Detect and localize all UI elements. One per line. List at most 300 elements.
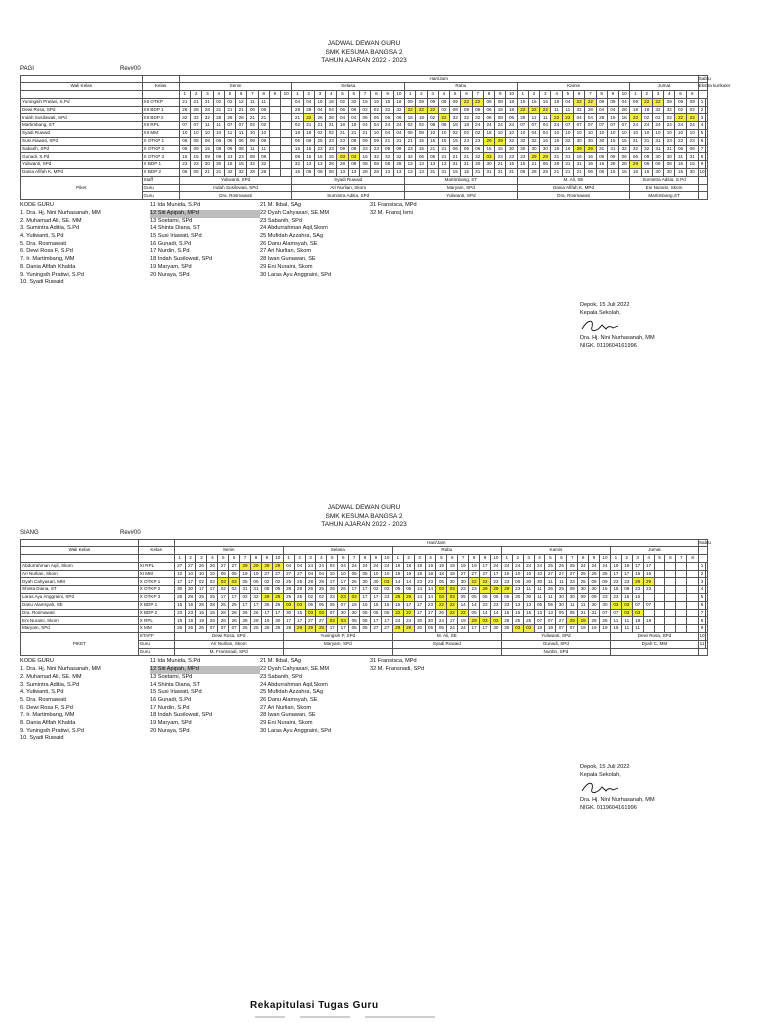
- period-cell: 15: [641, 169, 652, 177]
- period-cell: 11: [523, 586, 534, 594]
- period-cell: 02: [664, 114, 675, 122]
- period-cell: 28: [247, 169, 258, 177]
- period-cell: 23: [517, 153, 528, 161]
- period-cell: 05: [425, 625, 436, 633]
- period-cell: 17: [370, 594, 381, 602]
- period-cell: 28: [303, 106, 314, 114]
- period-cell: 02: [381, 586, 392, 594]
- teacher-code-item: 6. Dewi Rosa F, S.Pd: [20, 248, 73, 255]
- period-cell: 17: [370, 617, 381, 625]
- period-cell: 15: [686, 161, 698, 169]
- teacher-code-list: [20, 202, 708, 287]
- period-number: 3: [414, 555, 425, 563]
- period-cell: 29: [294, 625, 305, 633]
- period-cell: 05: [316, 601, 327, 609]
- period-cell: 04: [337, 114, 348, 122]
- period-cell: 24: [393, 122, 404, 130]
- period-cell: 29: [643, 578, 654, 586]
- period-cell: 17: [643, 562, 654, 570]
- period-cell: 28: [540, 169, 551, 177]
- period-cell: 18: [447, 570, 458, 578]
- period-cell: 09: [393, 145, 404, 153]
- period-cell: 30: [458, 578, 469, 586]
- period-cell: 32: [202, 114, 213, 122]
- period-cell: 17: [480, 625, 491, 633]
- period-cell: 05: [403, 586, 414, 594]
- period-cell: 15: [506, 161, 517, 169]
- period-cell: 19: [403, 570, 414, 578]
- header-cell: [142, 91, 179, 99]
- teacher-code-item: 19 Maryam, SPd: [150, 720, 192, 727]
- teacher-code-item: 22 Dyah Cahyasari, SE.MM: [260, 666, 330, 673]
- period-cell: 30: [652, 169, 663, 177]
- period-cell: 25: [196, 594, 207, 602]
- period-cell: 25: [251, 625, 262, 633]
- period-cell: 11: [236, 130, 247, 138]
- period-cell: 23: [621, 578, 632, 586]
- period-cell: [676, 570, 687, 578]
- period-cell: 15: [523, 609, 534, 617]
- teacher-code-item: 5. Dra. Rosmawati: [20, 696, 67, 703]
- period-cell: 30: [272, 617, 283, 625]
- period-cell: 32: [236, 169, 247, 177]
- period-cell: 30: [472, 161, 483, 169]
- period-cell: 27: [381, 625, 392, 633]
- day-header: Senin: [179, 83, 292, 91]
- period-cell: 02: [472, 130, 483, 138]
- schedule-table: [20, 75, 731, 201]
- period-cell: 32: [619, 145, 630, 153]
- period-cell: [676, 594, 687, 602]
- period-cell: 23: [675, 137, 686, 145]
- period-cell: 17: [229, 594, 240, 602]
- period-cell: 15: [224, 161, 235, 169]
- period-cell: 09: [438, 98, 449, 106]
- footer-bar: [300, 1016, 350, 1018]
- day-header: Kamis: [501, 547, 610, 555]
- period-cell: 09: [190, 145, 201, 153]
- period-cell: 29: [585, 145, 596, 153]
- period-cell: 22: [458, 609, 469, 617]
- period-cell: 24: [436, 617, 447, 625]
- period-cell: 02: [675, 106, 686, 114]
- period-cell: 14: [414, 586, 425, 594]
- period-cell: 07: [545, 617, 556, 625]
- period-cell: 08: [326, 169, 337, 177]
- period-cell: [665, 594, 676, 602]
- teacher-code-item: 6. Dewi Rosa F, S.Pd: [20, 704, 73, 711]
- period-cell: 22: [517, 106, 528, 114]
- period-cell: 11: [247, 98, 258, 106]
- period-number: 3: [314, 91, 325, 99]
- period-cell: 15: [600, 586, 611, 594]
- period-cell: 28: [283, 586, 294, 594]
- period-number: 8: [483, 91, 494, 99]
- period-cell: 23: [425, 578, 436, 586]
- period-cell: 04: [596, 106, 607, 114]
- period-cell: 13: [512, 601, 523, 609]
- period-cell: 15: [675, 169, 686, 177]
- sheet-title: [20, 504, 708, 530]
- ekstra-no: 3: [698, 114, 705, 122]
- period-cell: 02: [240, 594, 251, 602]
- period-number: 10: [393, 91, 404, 99]
- period-cell: 17: [414, 601, 425, 609]
- period-cell: 16: [643, 570, 654, 578]
- period-cell: 25: [501, 617, 512, 625]
- period-cell: 21: [326, 122, 337, 130]
- period-number: 3: [202, 91, 213, 99]
- ekstra-no: 9: [698, 161, 705, 169]
- period-cell: 06: [303, 137, 314, 145]
- kelas-cell: XII MM: [142, 130, 179, 138]
- period-cell: 11: [528, 114, 539, 122]
- period-cell: 19: [600, 625, 611, 633]
- period-cell: 18: [292, 130, 303, 138]
- wali-kelas-cell: Yuningsih Pratiwi, S.Pd: [21, 98, 143, 106]
- period-cell: 24: [381, 562, 392, 570]
- teacher-code-item: 17 Nurdin, S.Pd: [150, 704, 190, 711]
- period-cell: 05: [349, 617, 360, 625]
- period-cell: 05: [436, 578, 447, 586]
- kelas-cell: X BDP 1: [142, 161, 179, 169]
- header-cell: [21, 555, 139, 563]
- period-cell: 28: [224, 114, 235, 122]
- period-number: 6: [686, 91, 698, 99]
- period-cell: 03: [283, 601, 294, 609]
- period-cell: 03: [621, 601, 632, 609]
- period-cell: 14: [490, 609, 501, 617]
- period-cell: 06: [371, 114, 382, 122]
- period-cell: 31: [427, 169, 438, 177]
- period-cell: 03: [621, 609, 632, 617]
- period-cell: 15: [179, 153, 190, 161]
- period-cell: 16: [610, 562, 621, 570]
- period-cell: 21: [213, 169, 224, 177]
- period-cell: 07: [562, 122, 573, 130]
- period-cell: 05: [360, 570, 371, 578]
- period-cell: 15: [392, 601, 403, 609]
- period-cell: 18: [403, 562, 414, 570]
- teacher-code-item: 26 Danu Alamsyah, SE: [260, 240, 318, 247]
- period-cell: 06: [393, 114, 404, 122]
- sign-name: Dra. Hj. Nini Nurhasanah, MM: [580, 797, 655, 804]
- period-cell: 09: [596, 98, 607, 106]
- wali-kelas-cell: Sabarih, SPd: [21, 145, 143, 153]
- period-number: 8: [687, 555, 699, 563]
- period-number: 7: [240, 555, 251, 563]
- ekstra-name: [706, 617, 708, 625]
- period-cell: 25: [327, 601, 338, 609]
- wali-kelas-cell: Yuliwanti, SPd: [21, 161, 143, 169]
- period-number: 4: [643, 555, 654, 563]
- period-cell: 31: [461, 161, 472, 169]
- period-cell: 10: [686, 130, 698, 138]
- period-cell: 14: [425, 586, 436, 594]
- piket-name: Dra. Rosmawati: [517, 192, 630, 200]
- period-cell: 09: [348, 145, 359, 153]
- period-cell: 19: [545, 625, 556, 633]
- period-cell: 32: [247, 161, 258, 169]
- period-cell: 30: [540, 145, 551, 153]
- period-cell: 29: [403, 625, 414, 633]
- period-cell: 31: [506, 169, 517, 177]
- teacher-code-item: 11 Ida Munida, S.Pd: [150, 658, 201, 665]
- period-cell: 22: [461, 98, 472, 106]
- period-cell: 10: [202, 130, 213, 138]
- period-cell: 04: [382, 130, 393, 138]
- period-cell: 28: [196, 601, 207, 609]
- period-cell: 17: [425, 609, 436, 617]
- period-cell: 32: [641, 145, 652, 153]
- period-cell: 29: [392, 594, 403, 602]
- period-cell: 30: [664, 169, 675, 177]
- period-cell: 30: [349, 609, 360, 617]
- period-cell: 22: [447, 609, 458, 617]
- period-cell: 11: [534, 586, 545, 594]
- period-cell: 19: [240, 570, 251, 578]
- period-cell: 24: [403, 617, 414, 625]
- period-cell: 07: [632, 601, 643, 609]
- period-cell: 25: [556, 562, 567, 570]
- period-cell: 23: [480, 601, 491, 609]
- signature-image: [580, 317, 620, 335]
- period-cell: 14: [480, 609, 491, 617]
- period-cell: 30: [664, 153, 675, 161]
- period-cell: 29: [305, 625, 316, 633]
- ekstra-name: [706, 122, 708, 130]
- period-cell: 32: [528, 137, 539, 145]
- period-cell: 28: [294, 586, 305, 594]
- teacher-code-title: KODE GURU: [20, 202, 54, 209]
- period-cell: 02: [359, 106, 370, 114]
- period-cell: 17: [469, 625, 480, 633]
- period-cell: 30: [425, 617, 436, 625]
- period-cell: 07: [236, 122, 247, 130]
- period-cell: 05: [480, 594, 491, 602]
- title-line: TAHUN AJARAN 2022 - 2023: [321, 57, 407, 64]
- period-cell: 02: [213, 98, 224, 106]
- period-number: 4: [207, 555, 218, 563]
- period-number: 6: [338, 555, 349, 563]
- wali-kelas-cell: Laras Ayu Anggraini, SPd: [21, 594, 139, 602]
- period-cell: 10: [574, 130, 585, 138]
- period-cell: 24: [316, 562, 327, 570]
- period-cell: 13: [337, 169, 348, 177]
- period-cell: 09: [607, 98, 618, 106]
- period-cell: 25: [218, 601, 229, 609]
- period-cell: 29: [403, 594, 414, 602]
- period-cell: 28: [185, 594, 196, 602]
- period-cell: 04: [316, 570, 327, 578]
- period-number: 10: [281, 91, 292, 99]
- period-cell: 10: [501, 570, 512, 578]
- period-cell: 18: [506, 98, 517, 106]
- period-cell: 15: [610, 586, 621, 594]
- period-cell: 19: [174, 617, 185, 625]
- period-cell: 10: [652, 130, 663, 138]
- period-cell: 16: [585, 153, 596, 161]
- period-cell: 02: [370, 586, 381, 594]
- period-cell: 05: [360, 625, 371, 633]
- period-cell: 24: [360, 562, 371, 570]
- day-header: Selasa: [283, 547, 392, 555]
- period-cell: 28: [202, 106, 213, 114]
- period-cell: 23: [458, 586, 469, 594]
- period-cell: 03: [436, 586, 447, 594]
- period-cell: 28: [207, 601, 218, 609]
- period-cell: 07: [643, 601, 654, 609]
- period-cell: 15: [303, 153, 314, 161]
- table-row: [21, 609, 708, 617]
- period-cell: 15: [621, 594, 632, 602]
- period-cell: [269, 130, 280, 138]
- ekstra-no: 2: [698, 106, 705, 114]
- teacher-code-item: 9. Yuningsih Pratiwi, S.Pd: [20, 727, 84, 734]
- period-number: 7: [472, 91, 483, 99]
- period-cell: 24: [490, 562, 501, 570]
- period-number: 7: [567, 555, 578, 563]
- period-cell: 08: [314, 169, 325, 177]
- period-cell: 10: [495, 130, 506, 138]
- schedule-sheet-pagi: [20, 40, 731, 350]
- period-number: 9: [495, 91, 506, 99]
- period-cell: 06: [652, 161, 663, 169]
- period-cell: 21: [348, 130, 359, 138]
- period-cell: 17: [349, 586, 360, 594]
- teacher-code-item: 12 Siti Apipah, MPd: [150, 210, 260, 218]
- period-cell: 10: [174, 570, 185, 578]
- teacher-code-item: 31 Fransisca, MPd: [370, 658, 417, 665]
- period-cell: 21: [438, 153, 449, 161]
- period-cell: 28: [283, 625, 294, 633]
- period-cell: 21: [427, 145, 438, 153]
- period-cell: 09: [600, 578, 611, 586]
- period-cell: 30: [556, 594, 567, 602]
- period-cell: 07: [517, 122, 528, 130]
- period-cell: 28: [190, 106, 201, 114]
- teacher-code-item: 25 Mufidah Azzahra, SAg: [260, 689, 324, 696]
- kelas-cell: X MM: [138, 625, 174, 633]
- period-cell: 06: [382, 114, 393, 122]
- period-cell: [654, 594, 665, 602]
- period-cell: 32: [382, 106, 393, 114]
- period-cell: [281, 161, 292, 169]
- period-cell: 25: [305, 586, 316, 594]
- period-cell: 17: [196, 586, 207, 594]
- period-cell: 27: [567, 570, 578, 578]
- teacher-code-item: 15 Susi Iriawati, SPd: [150, 689, 202, 696]
- period-cell: 21: [551, 169, 562, 177]
- period-cell: 10: [258, 130, 269, 138]
- period-cell: 32: [450, 114, 461, 122]
- period-cell: 19: [610, 625, 621, 633]
- period-cell: 02: [229, 586, 240, 594]
- teacher-code-item: 32 M. Fransnadi, SPd: [370, 666, 425, 673]
- period-cell: 30: [528, 145, 539, 153]
- period-cell: 23: [371, 145, 382, 153]
- table-row: [21, 601, 708, 609]
- period-cell: 30: [506, 145, 517, 153]
- period-cell: 28: [316, 578, 327, 586]
- period-cell: 09: [202, 153, 213, 161]
- ekstra-no: 10: [698, 633, 705, 641]
- period-cell: 02: [258, 122, 269, 130]
- wali-kelas-cell: Martimbang, ST: [21, 122, 143, 130]
- period-cell: [281, 153, 292, 161]
- revision-label: Rev#00: [120, 529, 141, 536]
- period-cell: 15: [202, 145, 213, 153]
- header-wali-kelas: Wali Kelas: [21, 547, 139, 555]
- period-number: 8: [251, 555, 262, 563]
- period-cell: 23: [610, 578, 621, 586]
- period-cell: 08: [202, 137, 213, 145]
- period-cell: 04: [574, 114, 585, 122]
- period-cell: 30: [517, 145, 528, 153]
- period-cell: 30: [600, 601, 611, 609]
- period-cell: [654, 562, 665, 570]
- period-number: 2: [185, 555, 196, 563]
- period-cell: 11: [556, 578, 567, 586]
- piket-name: Nurdin, SPd: [501, 648, 610, 656]
- period-number: 10: [619, 91, 630, 99]
- period-cell: 06: [675, 145, 686, 153]
- period-cell: 27: [261, 570, 272, 578]
- sign-name: Dra. Hj. Nini Nurhasanah, MM: [580, 335, 655, 342]
- period-cell: 23: [337, 137, 348, 145]
- period-cell: 02: [450, 130, 461, 138]
- period-cell: 21: [574, 169, 585, 177]
- period-cell: 06: [472, 106, 483, 114]
- period-cell: 25: [545, 586, 556, 594]
- period-number: 5: [654, 555, 665, 563]
- revision-label: Rev#00: [120, 65, 141, 72]
- period-cell: 21: [438, 145, 449, 153]
- period-cell: 07: [229, 625, 240, 633]
- period-cell: [654, 617, 665, 625]
- ekstra-name: [706, 106, 708, 114]
- piket-name: Yuliwanti, SPd: [405, 192, 518, 200]
- period-cell: 04: [607, 106, 618, 114]
- period-cell: 31: [686, 153, 698, 161]
- period-cell: 32: [664, 106, 675, 114]
- period-cell: 08: [461, 106, 472, 114]
- period-cell: 28: [596, 114, 607, 122]
- piket-name: Yuliwanti, SPd: [501, 633, 610, 641]
- period-cell: [643, 625, 654, 633]
- period-cell: 08: [213, 145, 224, 153]
- period-cell: 23: [472, 137, 483, 145]
- period-number: 2: [641, 91, 652, 99]
- period-cell: 24: [349, 562, 360, 570]
- period-cell: 24: [641, 122, 652, 130]
- period-cell: 19: [261, 617, 272, 625]
- period-cell: 11: [545, 578, 556, 586]
- period-cell: 24: [578, 562, 589, 570]
- period-cell: 03: [436, 594, 447, 602]
- period-cell: 02: [207, 578, 218, 586]
- ekstra-no: 6: [698, 601, 705, 609]
- period-cell: 25: [314, 137, 325, 145]
- period-cell: 03: [512, 625, 523, 633]
- period-cell: [654, 570, 665, 578]
- period-cell: 31: [675, 153, 686, 161]
- period-cell: 11: [534, 594, 545, 602]
- period-cell: [269, 114, 280, 122]
- period-number: 6: [229, 555, 240, 563]
- period-cell: 26: [240, 609, 251, 617]
- piket-name: Syadi Ruwaid: [292, 176, 405, 184]
